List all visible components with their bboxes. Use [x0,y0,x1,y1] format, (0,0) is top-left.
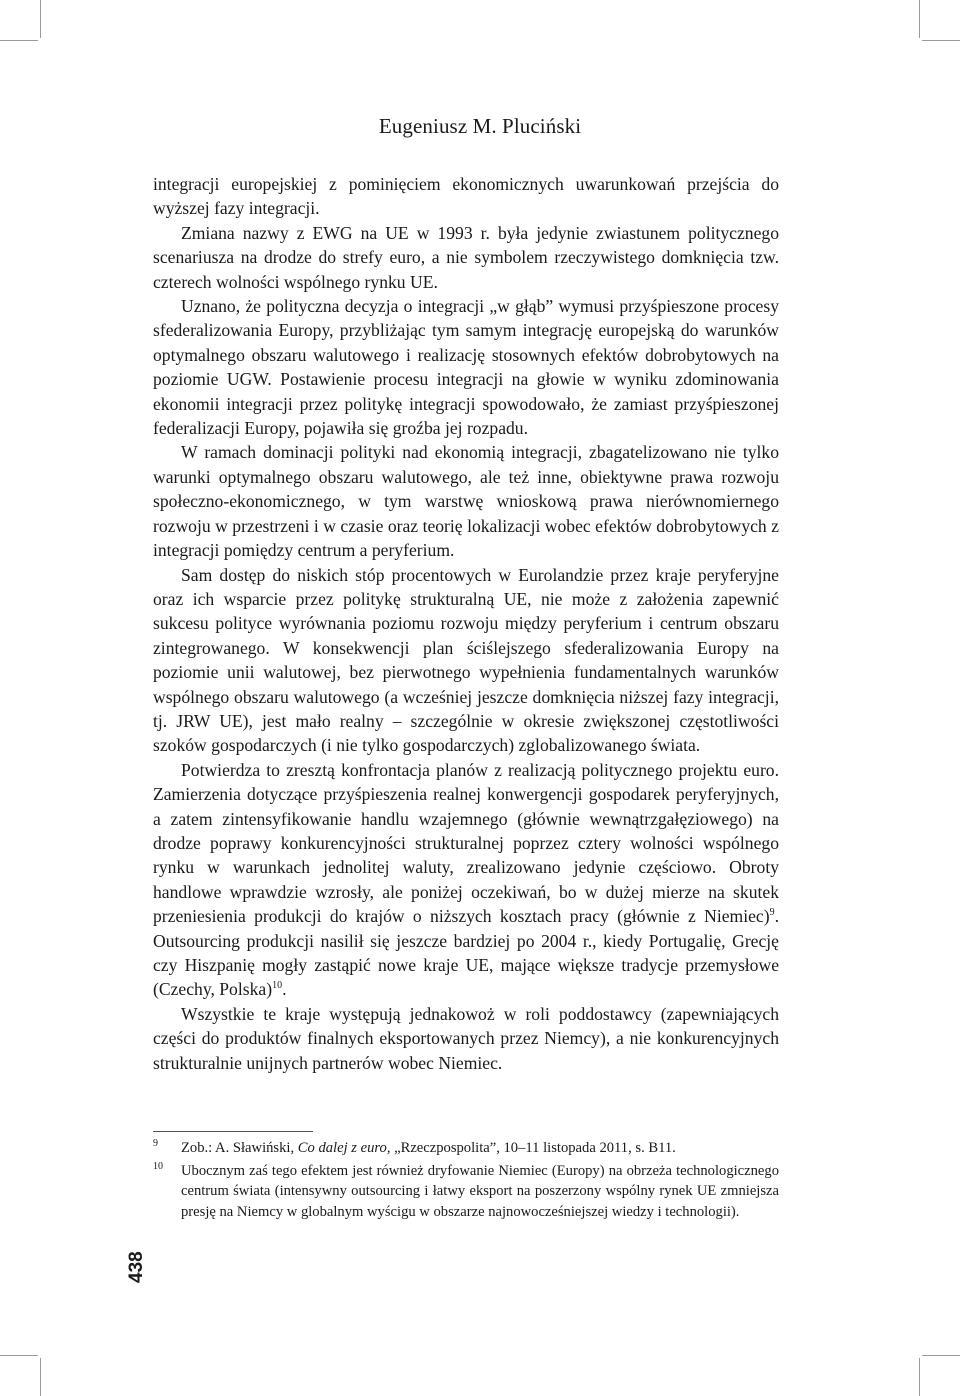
crop-mark-top-left-h [0,40,38,41]
running-head: Eugeniusz M. Pluciński [378,114,582,138]
footnote-text-after: , „Rzeczpospolita”, 10–11 listopada 2011, s. B11. [386,1140,676,1156]
paragraph-5: Sam dostęp do niskich stóp procentowych w Eurolandzie przez kraje peryferyjne oraz ich wsparcie przez politykę strukturalną UE, nie może z założenia zapewnić sukcesu polityce wyrównania poziomu rozwoju między peryferium i centrum obszaru zintegrowanego. W konsekwencji plan ściślejszego sfederalizowania Europy na poziomie unii walutowej, bez pierwotnego wypełnienia fundamentalnych warunków wspólnego obszaru walutowego (a wcześniej jeszcze domknięcia niższej fazy integracji, tj. JRW UE), jest mało realny – szczególnie w okresie zwiększonej częstotliwości szoków gospodarczych (i nie tylko gospodarczych) zglobalizowanego świata. [153,564,779,756]
body-text [153,172,779,1075]
crop-mark-bottom-right-h [922,1355,960,1356]
paragraph-6-text-b: . Outsourcing produkcji nasilił się jeszcze bardziej po 2004 r., kiedy Portugalię, Grecję czy Hiszpanię mogły zastąpić nowe kraje UE, mające większe tradycje przemysłowe (Czechy, Polska) [153,906,779,1000]
paragraph-7: Wszystkie te kraje występują jednakowoż w roli poddostawcy (zapewniających części do produktów finalnych eksportowanych przez Niemcy), a nie konkurencyjnych strukturalnie unijnych partnerów wobec Niemiec. [153,1003,779,1073]
footnote-9 [153,1138,779,1159]
paragraph-6-text-c: . [282,979,287,1000]
paragraph-4: W ramach dominacji polityki nad ekonomią integracji, zbagatelizowano nie tylko warunki optymalnego obszaru walutowego, ale też inne, obiektywne prawa rozwoju społeczno-ekonomicznego, w tym warstwę wnioskową prawa nierównomiernego rozwoju w przestrzeni i w czasie oraz teorię lokalizacji wobec efektów dobrobytowych z integracji pomiędzy centrum a peryferium. [153,442,779,561]
paragraph-3: Uznano, że polityczna decyzja o integracji „w głąb” wymusi przyśpieszone procesy sfederalizowania Europy, przybliżając tym samym integrację europejską do warunków optymalnego obszaru walutowego i realizację stosownych efektów dobrobytowych na poziomie UGW. Postawienie procesu integracji na głowie w wyniku zdominowania ekonomii integracji przez politykę integracji spowodowało, że zamiast przyśpieszonej federalizacji Europy, pojawiła się groźba jej rozpadu. [153,296,779,439]
footnote-number: 10 [153,1160,163,1172]
crop-mark-bottom-left-h [0,1355,38,1356]
paragraph-1: integracji europejskiej z pominięciem ekonomicznych uwarunkowań przejścia do wyższej fazy integracji. [153,174,779,219]
footnote-title: Co dalej z euro [297,1140,387,1156]
page-number: 438 [126,1251,147,1283]
crop-mark-bottom-right [919,1358,920,1396]
footnote-ref-9[interactable]: 9 [769,907,775,919]
footnote-number: 9 [153,1138,158,1149]
footnote-text: Zob.: A. Sławiński, [181,1140,298,1156]
crop-mark-top-right-h [922,40,960,41]
crop-mark-bottom-left [40,1358,41,1396]
paragraph-6 [153,758,779,1002]
footnote-text: Ubocznym zaś tego efektem jest również dryfowanie Niemiec (Europy) na obrzeża technologicznego centrum świata (intensywny outsourcing i łatwy eksport na poszerzony wspólny rynek UE zmniejsza presję na Niemcy w globalnym wyścigu w obszarze najnowocześniejszej wiedzy i technologii). [181,1162,779,1220]
footnote-10 [153,1161,779,1223]
footnote-rule [153,1131,313,1132]
crop-mark-top-left [40,0,41,38]
crop-mark-top-right [919,0,920,38]
footnote-ref-10[interactable]: 10 [272,980,283,992]
footnotes [153,1138,779,1224]
paragraph-2: Zmiana nazwy z EWG na UE w 1993 r. była jedynie zwiastunem politycznego scenariusza na drodze do strefy euro, a nie symbolem rzeczywistego domknięcia tzw. czterech wolności wspólnego rynku UE. [153,222,779,292]
paragraph-6-text-a: Potwierdza to zresztą konfrontacja planów z realizacją politycznego projektu euro. Zamierzenia dotyczące przyśpieszenia realnej konwergencji gospodarek peryferyjnych, a zatem zintensyfikowanie handlu wzajemnego (głównie wewnątrzgałęziowego) na drodze poprawy konkurencyjności strukturalnej poprzez cztery wolności wspólnego rynku w warunkach jednolitej waluty, zrealizowano jedynie częściowo. Obroty handlowe wprawdzie wzrosły, ale poniżej oczekiwań, bo w dużej mierze na skutek przeniesienia produkcji do krajów o niższych kosztach pracy (głównie z Niemiec) [153,759,779,927]
